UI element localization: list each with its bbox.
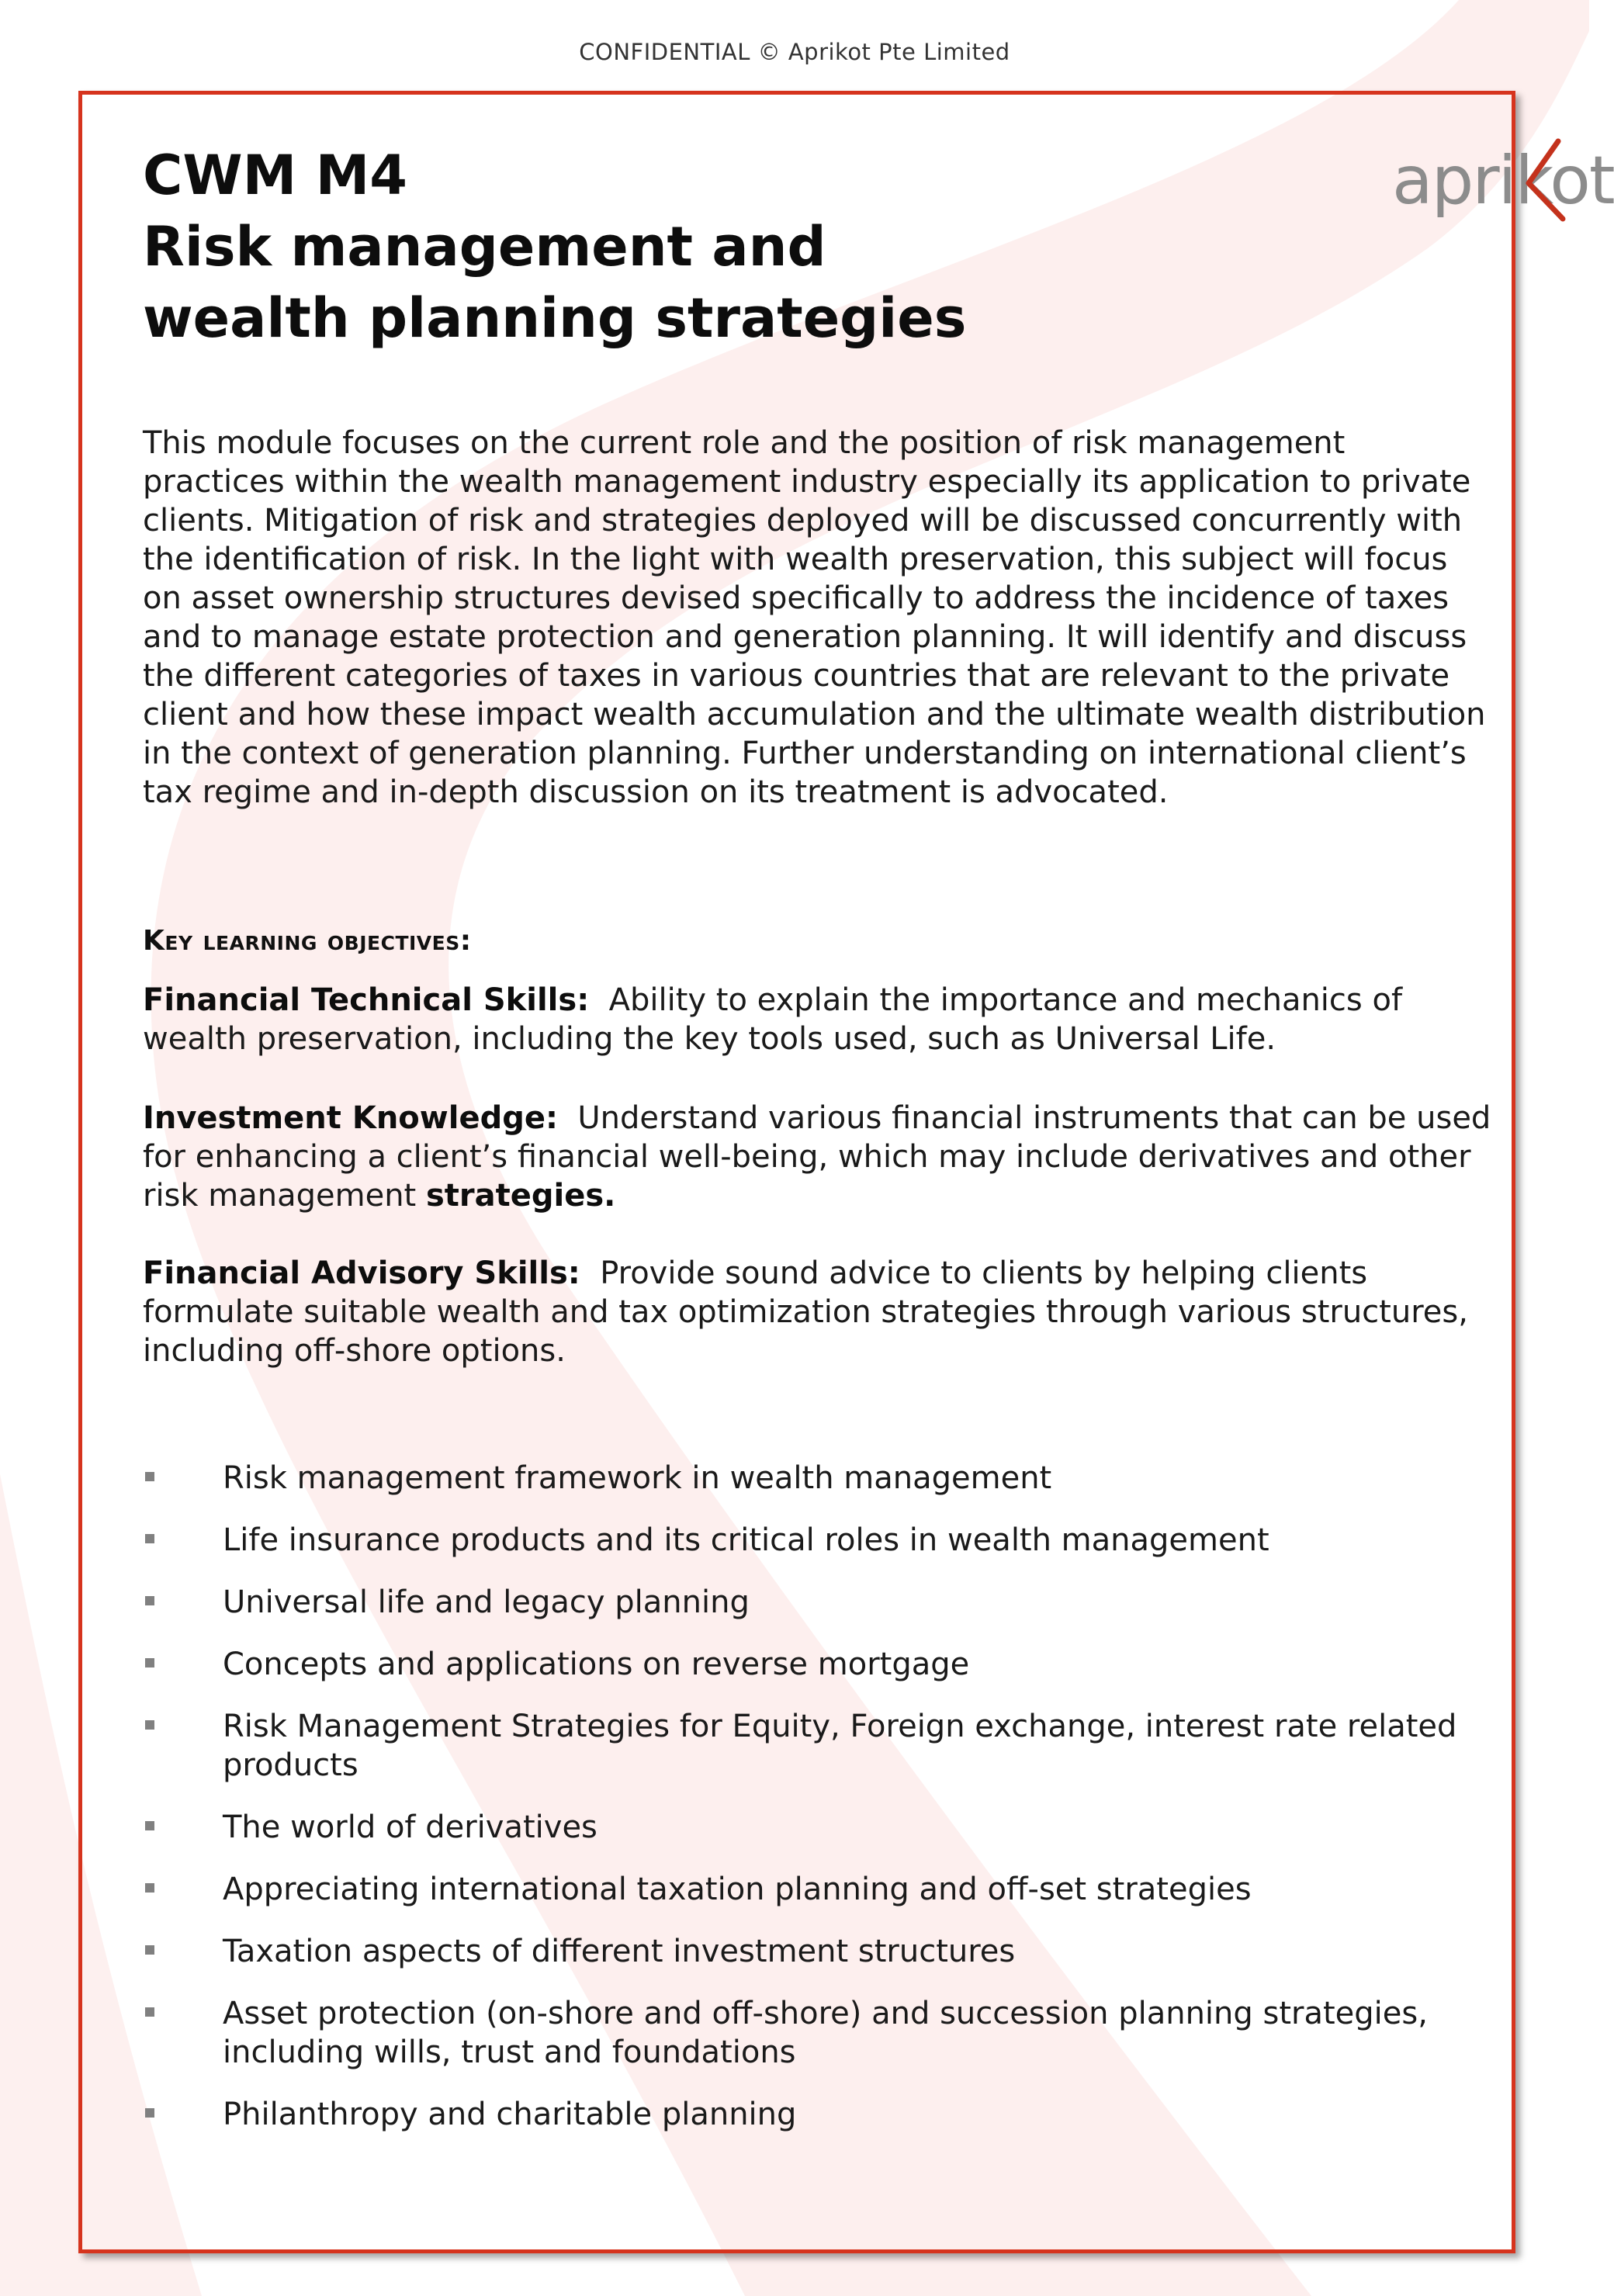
objective-advisory xyxy=(143,1254,1493,1370)
objective-investment-label: Investment Knowledge: xyxy=(143,1100,558,1136)
confidential-header: CONFIDENTIAL © Aprikot Pte Limited xyxy=(579,39,1010,65)
bullet-square-icon xyxy=(145,1720,154,1730)
list-item xyxy=(143,1707,1493,1785)
topic-text: Asset protection (on-shore and off-shore) and succession planning strategies, including wills, trust and foundations xyxy=(223,1996,1428,2070)
objective-technical-text: Ability to explain the importance and mechanics of wealth preservation, including the key tools used, such as Universal Life. xyxy=(143,982,1403,1057)
topic-text: Taxation aspects of different investment structures xyxy=(223,1934,1016,1969)
topic-text: Appreciating international taxation planning and off-set strategies xyxy=(223,1872,1252,1907)
bullet-square-icon xyxy=(145,2007,154,2017)
objectives-heading: Key learning objectives: xyxy=(143,925,472,957)
topic-text: Risk Management Strategies for Equity, Foreign exchange, interest rate related products xyxy=(223,1709,1457,1783)
objective-technical xyxy=(143,981,1493,1058)
list-item xyxy=(143,1870,1493,1909)
topic-text: Universal life and legacy planning xyxy=(223,1584,750,1620)
bullet-square-icon xyxy=(145,2108,154,2118)
bullet-square-icon xyxy=(145,1883,154,1893)
bullet-square-icon xyxy=(145,1945,154,1955)
bullet-square-icon xyxy=(145,1821,154,1830)
objective-investment xyxy=(143,1099,1493,1215)
topic-text: Risk management framework in wealth management xyxy=(223,1460,1052,1496)
topic-text: Concepts and applications on reverse mortgage xyxy=(223,1647,970,1682)
title-line-3: wealth planning strategies xyxy=(143,286,967,350)
objective-technical-label: Financial Technical Skills: xyxy=(143,982,590,1018)
list-item xyxy=(143,1808,1493,1847)
topic-text: The world of derivatives xyxy=(223,1809,597,1845)
objective-investment-bold-tail: strategies. xyxy=(425,1178,616,1214)
bullet-square-icon xyxy=(145,1658,154,1667)
bullet-square-icon xyxy=(145,1534,154,1543)
list-item xyxy=(143,1521,1493,1560)
title-line-2: Risk management and xyxy=(143,215,826,279)
list-item xyxy=(143,1932,1493,1971)
objective-advisory-label: Financial Advisory Skills: xyxy=(143,1255,580,1291)
title-line-1: CWM M4 xyxy=(143,144,407,207)
list-item xyxy=(143,2095,1493,2134)
logo-accent-mark xyxy=(1392,138,1609,231)
objective-investment-text: Understand various financial instruments that can be used for enhancing a client’s financial well-being, which may include derivatives and other risk management xyxy=(143,1100,1491,1214)
list-item xyxy=(143,1994,1493,2072)
aprikot-logo xyxy=(1392,138,1614,231)
topic-text: Life insurance products and its critical roles in wealth management xyxy=(223,1522,1269,1558)
topics-list xyxy=(143,1459,1493,2157)
list-item xyxy=(143,1459,1493,1498)
objective-advisory-text: Provide sound advice to clients by helping clients formulate suitable wealth and tax optimization strategies through various structures, including off-shore options. xyxy=(143,1255,1468,1369)
topic-text: Philanthropy and charitable planning xyxy=(223,2097,797,2132)
list-item xyxy=(143,1645,1493,1684)
document-title xyxy=(143,140,966,354)
module-description: This module focuses on the current role and the position of risk management practices within the wealth management industry especially its application to private clients. Mitigation of risk and strategies deployed will be discussed concurrently with the identification of risk. In the light with wealth preservation, this subject will focus on asset ownership structures devised specifically to address the incidence of taxes and to manage estate protection and generation planning. It will identify and discuss the different categories of taxes in various countries that are relevant to the private client and how these impact wealth accumulation and the ultimate wealth distribution in the context of generation planning. Further understanding on international client’s tax regime and in-depth discussion on its treatment is advocated. xyxy=(143,425,1486,810)
list-item xyxy=(143,1583,1493,1622)
logo-wordmark: aprikot xyxy=(1392,142,1614,220)
bullet-square-icon xyxy=(145,1472,154,1481)
bullet-square-icon xyxy=(145,1596,154,1605)
